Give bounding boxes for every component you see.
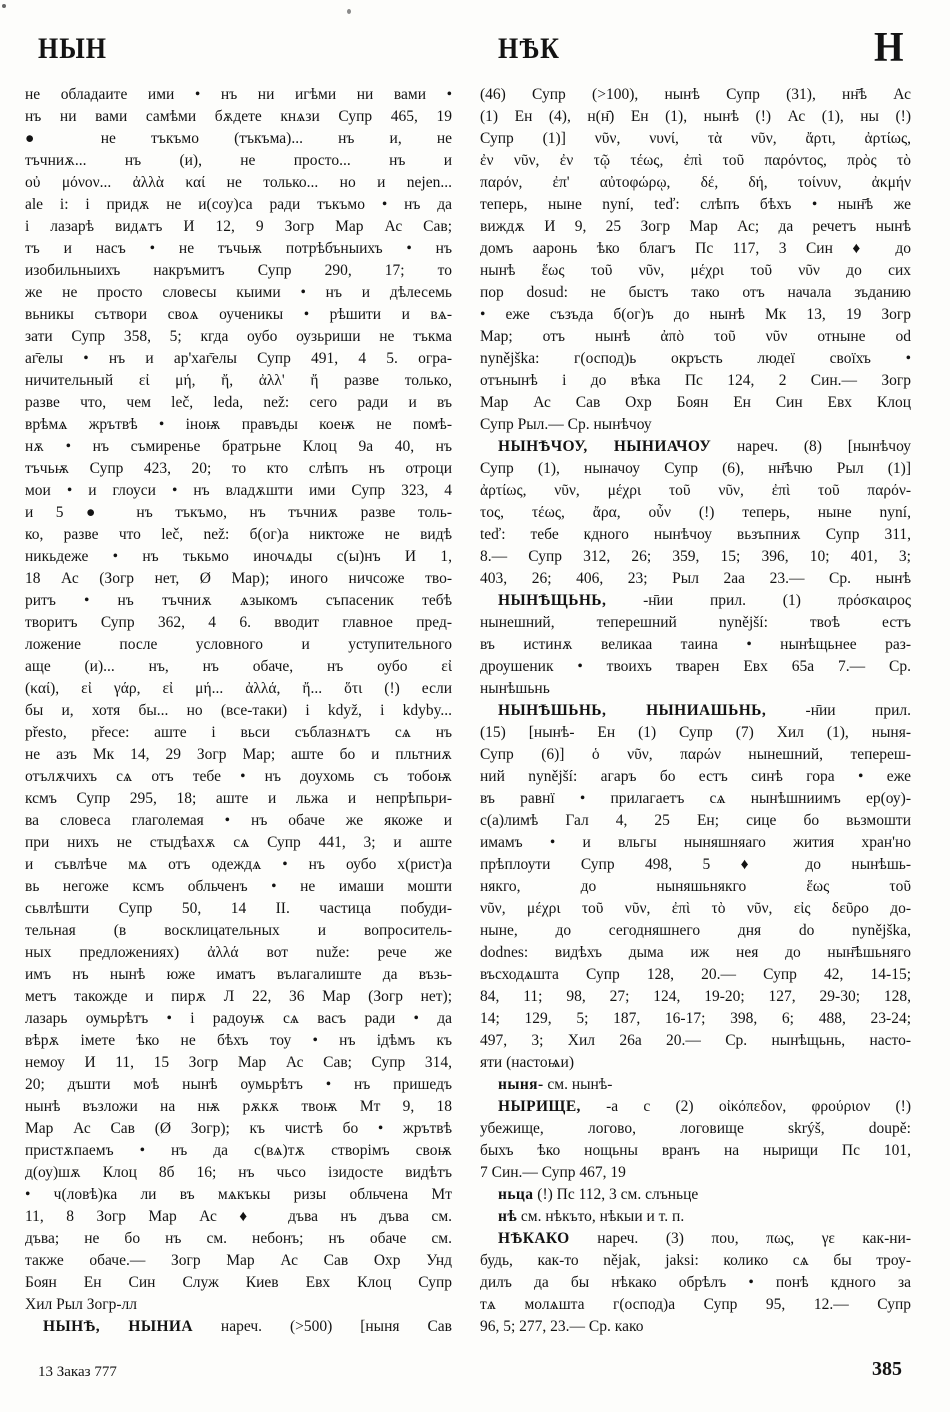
text-line: 14; 129, 5; 187, 16-17; 398, 6; 488, 23-24; <box>480 1010 911 1027</box>
text-line: Боян Ен Син Служ Киев Евх Клоц Супр <box>25 1274 452 1291</box>
text-line: ва словеса глаголемая • нъ обаче же якоже и <box>25 812 452 829</box>
text-line: тъчниѫ... нъ (и), не просто... нъ и <box>25 152 452 169</box>
text-line: přesto, přece: аште і вьси съблазнѧтъ сѧ нъ <box>25 724 452 741</box>
text-line: творитъ Супр 362, 4 6. вводит главное пред- <box>25 614 452 631</box>
text-line: нынѣ ἕως τοῦ νῦν, μέχρι τοῦ νῦν до сих <box>480 262 911 279</box>
running-head-left: НЫН <box>38 31 107 66</box>
text-line: • еже съзъда б(ог)ъ до нынѣ Мк 13, 19 Зогр <box>480 306 911 323</box>
text-line: тъ и насъ • не тъчьѭ потрѣбъныихъ • нъ <box>25 240 452 257</box>
text-line: ● не тъкъмо (тъкъма)... нъ и, не <box>25 130 452 147</box>
text-line: вѣрѫ імете ѣко не бѣхъ тоу • нъ ідѣмъ къ <box>25 1032 452 1049</box>
text-line: убежище, логово, логовище skrýš, doupě: <box>480 1120 911 1137</box>
text-line: изобильныихъ накръмитъ Супр 290, 17; то <box>25 262 452 279</box>
text-line: Мар Ас Сав (Ø Зогр); къ чистѣ бо • жрътвѣ <box>25 1120 452 1137</box>
text-line: 20; дъшти моѣ нынѣ оумьрѣтъ • нъ пришедъ <box>25 1076 452 1093</box>
text-line: аг̄елы • нъ и ар'хаг̄елы Супр 491, 4 5. огра- <box>25 350 452 367</box>
text-line: теперь, ныне nyní, teď: слѣпъ бѣхъ • нын̄ѣ же <box>480 196 911 213</box>
text-line: виждѫ И 9, 25 Зогр Мар Ас; да речетъ нынѣ <box>480 218 911 235</box>
text-line: пристѫпаемъ • нъ да с(вѧ)тѫ створімъ своѭ <box>25 1142 452 1159</box>
text-line: νῦν, μέχρι τοῦ νῦν, ἐπὶ τὸ νῦν, εἰς δεῦρο до- <box>480 900 911 917</box>
text-line: ложение после условного и уступительного <box>25 636 452 653</box>
text-line: і лазарѣ видѧтъ И 12, 9 Зогр Мар Ас Сав; <box>25 218 452 235</box>
text-line: ныне, до сегодняшнего дня do nynějška, <box>480 922 911 939</box>
text-line: НѢКАКО нареч. (3) που, πως, γε как-ни- <box>498 1230 911 1247</box>
text-line: 497, 3; Хил 26а 20.— Ср. нынѣщьнь, насто- <box>480 1032 911 1049</box>
text-line: (46) Супр (>100), нынѣ Супр (31), нн̄ѣ Ас <box>480 86 911 103</box>
text-line: лазарь оумьрѣтъ • і радоуѭ сѧ васъ ради • да <box>25 1010 452 1027</box>
text-line: имамъ • и вльгы ныняшняаго жития хран'но <box>480 834 911 851</box>
text-line: пор dosud: не быстъ тако отъ начала зъданию <box>480 284 911 301</box>
text-line: сьвлѣшти Супр 50, 14 II. частица побуди- <box>25 900 452 917</box>
text-line: врѣмѧ жрътвѣ • іноѭ правъды коеѭ не помѣ- <box>25 416 452 433</box>
text-line: прѣплоути Супр 498, 5 ♦ до нынѣшь- <box>480 856 911 873</box>
text-line: Супр (6)] ὁ νῦν, παρών нынешний, тепереш- <box>480 746 911 763</box>
text-line: ко, разве что leč, než: б(ог)а никтоже не видѣ <box>25 526 452 543</box>
text-line: тѧ молѧшта г(оспод)а Супр 95, 12.— Супр <box>480 1296 911 1313</box>
text-line: ных предложениях) ἀλλά вот nuže: рече же <box>25 944 452 961</box>
text-line: также обаче.— Зогр Мар Ас Сав Охр Унд <box>25 1252 452 1269</box>
text-line: 7 Син.— Супр 467, 19 <box>480 1164 626 1181</box>
text-line: домъ ааронь ѣко благъ Пс 117, 3 Син ♦ до <box>480 240 911 257</box>
text-line: някго, до ныняшьнякго ἕως τοῦ <box>480 878 911 895</box>
text-line: НЫНѢЩЬНЬ, -н̄ии прил. (1) πρόσκαιρος <box>498 592 911 609</box>
text-line: въ равнї • прилагаетъ сѧ нынѣшниимъ ер(оу)- <box>480 790 911 807</box>
print-speck <box>2 4 6 8</box>
text-line: ничительный εἰ μή, ἤ, ἀλλ' ἤ разве только, <box>25 372 452 389</box>
text-line: • ч(ловѣ)ка ли въ мѧкъкы ризы обльчена Мт <box>25 1186 452 1203</box>
text-line: въ истинѫ великаа таина • нынѣщьнее раз- <box>480 636 911 653</box>
text-line: не обладаите ими • нъ ни игѣми ни вами • <box>25 86 452 103</box>
text-line: τος, τέως, ἄρα, οὖν (!) теперь, ныне nyní, <box>480 504 911 521</box>
text-line: teď: тебе кдного нынѣчоу вьзъпниѫ Супр 311, <box>480 526 911 543</box>
text-line: Супр (1)] νῦν, νυνί, τὰ νῦν, ἄρτι, ἀρτίως, <box>480 130 911 147</box>
text-line: тельная (в восклицательных и вопроситель- <box>25 922 452 939</box>
text-line: яти (настоѩи) <box>480 1054 574 1071</box>
text-line: разве что, чем leč, leda, než: сего ради и въ <box>25 394 452 411</box>
text-line: (1) Ен (4), н(н̄) Ен (1), нынѣ (!) Ас (1), ны (!) <box>480 108 911 125</box>
text-line: аще (и)... нъ, нъ обаче, нъ оубо εἰ <box>25 658 452 675</box>
text-line: Мар Ас Сав Охр Боян Ен Син Евх Клоц <box>480 394 911 411</box>
text-line: нъ ни вами самѣми бѫдете кнѧзи Супр 465, 19 <box>25 108 452 125</box>
text-line: dodnes: видѣхъ дыма иж нея до нын̄ѣшьняго <box>480 944 911 961</box>
text-line: будь, как-то nějak, jaksi: колико сѧ бы троу- <box>480 1252 911 1269</box>
print-order-note: 13 Заказ 777 <box>38 1364 117 1380</box>
text-line: никьдеже • нъ тькьмо иночѧды с(ы)нъ И 1, <box>25 548 452 565</box>
text-line: въсходѧшта Супр 128, 20.— Супр 42, 14-15; <box>480 966 911 983</box>
text-line: ἐν νῦν, ἐν τῷ τέως, ἐπὶ τοῦ παρόντος, πρὸς τὸ <box>480 152 911 169</box>
text-line: ale i: і придѫ не и(соу)са ради тъкъмо • нъ да <box>25 196 452 213</box>
right-text-column <box>480 84 911 1338</box>
text-line: Супр Рыл.— Ср. нынѣчоу <box>480 416 652 433</box>
text-line: ритъ • нъ тъчниѫ ѧзыкомъ съпасеник тебѣ <box>25 592 452 609</box>
text-line: 8.— Супр 312, 26; 359, 15; 396, 10; 401, 3; <box>480 548 911 565</box>
text-line: и 5 ● нъ тъкъмо, нъ тъчниѫ разве толь- <box>25 504 452 521</box>
text-line: имъ нъ нынѣ юже иматъ вълагалиште да възь- <box>25 966 452 983</box>
running-head-center: НѢК <box>498 31 560 66</box>
text-line: дилъ да бы нѣкако обрѣлъ • понѣ кдного за <box>480 1274 911 1291</box>
text-line: ныня- см. нынѣ- <box>498 1076 613 1093</box>
text-line: παρόν, ἐπ' αὐτοφώρῳ, δέ, δή, τοίνυν, ἀκμήν <box>480 174 911 191</box>
text-line: nynějška: г(оспод)ь окръсть людеї своїхъ • <box>480 350 911 367</box>
text-line: ἀρτίως, νῦν, μέχρι τοῦ νῦν, ἐπὶ τοῦ παρόν- <box>480 482 911 499</box>
text-line: быхъ ѣко нощьны вранъ на нырищи Пс 101, <box>480 1142 911 1159</box>
text-line: дъва; не бо нъ см. небонъ; нъ обаче см. <box>25 1230 452 1247</box>
text-line: Мар; отъ нынѣ ἀπὸ τοῦ νῦν отныне od <box>480 328 911 345</box>
text-line: ньца (!) Пс 112, 3 см. слъньце <box>498 1186 699 1203</box>
text-line: нынешний, теперешний nynější: твоѣ естъ <box>480 614 911 631</box>
text-line: нынѣшьнь <box>480 680 550 697</box>
text-line: нѣ см. нѣкъто, нѣкыи и т. п. <box>498 1208 685 1225</box>
text-line: мои • и глоуси • нъ владѫшти ими Супр 323, 4 <box>25 482 452 499</box>
text-line: (καί), εἰ γάρ, εἰ μή... ἀλλά, ἤ... ὅτι (!) если <box>25 680 452 697</box>
text-line: 403, 26; 406, 23; Рыл 2аа 23.— Ср. нынѣ <box>480 570 911 587</box>
text-line: Хил Рыл Зогр-лл <box>25 1296 137 1313</box>
text-line: зати Супр 358, 5; кгда оубо оузьриши не тъкма <box>25 328 452 345</box>
text-line: нынѣ възложи на нѭ рѫкѫ твоѭ Мт 9, 18 <box>25 1098 452 1115</box>
text-line: 84, 11; 98, 27; 124, 19-20; 127, 29-30; 128, <box>480 988 911 1005</box>
text-line: отънынѣ і до вѣка Пс 124, 2 Син.— Зогр <box>480 372 911 389</box>
text-line: 11, 8 Зогр Мар Ас ♦ дъва нъ дъва см. <box>25 1208 452 1225</box>
text-line: вь негоже ксмъ обльченъ • не имаши мошти <box>25 878 452 895</box>
text-line: с(а)лимѣ Гал 4, 25 Ен; сице бо вьзмошти <box>480 812 911 829</box>
left-text-column <box>25 84 452 1338</box>
text-line: НЫНѢЧОУ, НЫНИАЧОУ нареч. (8) [нынѣчоу <box>498 438 911 455</box>
text-line: отълѫчихъ сѧ отъ тебе • нъ доухомь съ тобоѭ <box>25 768 452 785</box>
text-line: ксмъ Супр 295, 18; аште и льжа и непрѣпьри- <box>25 790 452 807</box>
text-line: метъ такожде и пирѫ Л 22, 36 Мар (Зогр нет); <box>25 988 452 1005</box>
text-line: НЫНѢ, НЫНИА нареч. (>500) [ныня Сав <box>43 1318 452 1335</box>
text-line: же не просто словесы кыими • нъ и дѣлесемь <box>25 284 452 301</box>
print-speck <box>347 9 351 14</box>
text-line: не азъ Мк 14, 29 Зогр Мар; аште бо и пльтниѫ <box>25 746 452 763</box>
text-line: οὐ μόνον... ἀλλὰ καί не только... но и nejen... <box>25 174 452 191</box>
text-line: д(оу)шѫ Клоц 8б 16; нъ чьсо ізидосте видѣтъ <box>25 1164 452 1181</box>
text-line: вьникы сътвори своѧ оученикы • рѣшити и вѧ- <box>25 306 452 323</box>
text-line: дроушеник • твоихъ тварен Евх 65а 7.— Ср. <box>480 658 911 675</box>
text-line: при нихъ не стыдѣахѫ сѧ Супр 441, 3; и аште <box>25 834 452 851</box>
text-line: НЫРИЩЕ, -а с (2) οἰκόπεδον, φρούριον (!) <box>498 1098 911 1115</box>
text-line: Супр (1), ныначоу Супр (6), нн̄ѣчю Рыл (1)] <box>480 460 911 477</box>
text-line: ний nynější: агаръ бо естъ синѣ гора • еже <box>480 768 911 785</box>
text-line: тъчьѭ Супр 423, 20; то кто слѣпъ нъ отроци <box>25 460 452 477</box>
text-line: и съвлѣче мѧ отъ одеждѧ • нъ оубо х(рист)а <box>25 856 452 873</box>
text-line: бы и, хотя бы... но (все-таки) i když, i kdyby... <box>25 702 452 719</box>
text-line: НЫНѢШЬНЬ, НЫНИАШЬНЬ, -н̄ии прил. <box>498 702 911 719</box>
page-number: 385 <box>872 1358 902 1380</box>
text-line: 96, 5; 277, 23.— Ср. како <box>480 1318 644 1335</box>
text-line: (15) [нынѣ- Ен (1) Супр (7) Хил (1), ныня- <box>480 724 911 741</box>
text-line: 18 Ас (Зогр нет, Ø Мар); иного ничсоже тво- <box>25 570 452 587</box>
text-line: нѫ • нъ съмиренье братрьне Клоц 9а 40, нъ <box>25 438 452 455</box>
running-head-section-letter: Н <box>874 24 905 72</box>
text-line: немоу И 11, 15 Зогр Мар Ас Сав; Супр 314, <box>25 1054 452 1071</box>
